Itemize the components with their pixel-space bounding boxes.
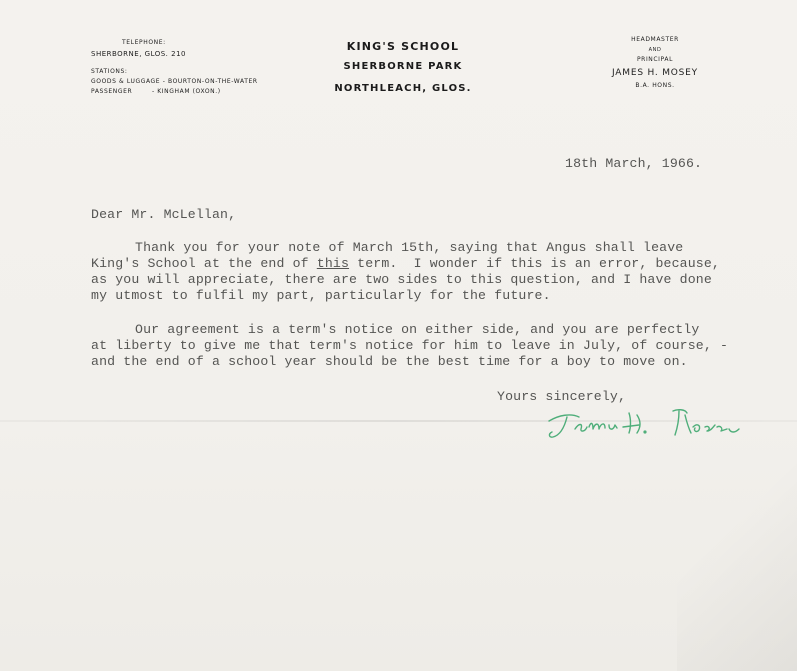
principal-label: PRINCIPAL — [636, 56, 674, 63]
school-address-line-2: NORTHLEACH, GLOS. — [334, 83, 472, 94]
goods-station-line: GOODS & LUGGAGE - BOURTON-ON-THE-WATER — [91, 78, 258, 85]
school-address-line-1: SHERBORNE PARK — [343, 61, 463, 72]
paragraph-1-line-3: as you will appreciate, there are two sides to this question, and I have done — [91, 272, 712, 287]
paragraph-1-line-1: Thank you for your note of March 15th, saying that Angus shall leave — [135, 240, 684, 255]
paragraph-1-line-4: my utmost to fulfil my part, particularly for the future. — [91, 288, 551, 303]
paragraph-1-line-2-start: King's School at the end of — [91, 256, 317, 271]
passenger-station: - KINGHAM (OXON.) — [152, 88, 221, 95]
closing: Yours sincerely, — [497, 389, 627, 404]
headmaster-label: HEADMASTER — [631, 36, 679, 43]
paragraph-2-line-3: and the end of a school year should be the best time for a boy to move on. — [91, 354, 688, 369]
paragraph-2-line-1: Our agreement is a term's notice on either side, and you are perfectly — [135, 322, 700, 337]
school-name: KING'S SCHOOL — [346, 40, 460, 53]
headmaster-degree: B.A. HONS. — [635, 82, 675, 89]
paragraph-1-line-2-end: term. I wonder if this is an error, because, — [349, 256, 720, 271]
passenger-label: PASSENGER — [91, 88, 133, 95]
telephone-label: TELEPHONE: — [122, 39, 166, 46]
and-label: AND — [648, 47, 662, 53]
stations-label: STATIONS: — [91, 68, 128, 75]
handwritten-signature — [545, 395, 755, 445]
underlined-word-this: this — [316, 256, 350, 271]
headmaster-name: JAMES H. MOSEY — [612, 68, 698, 78]
telephone-number: SHERBORNE, GLOS. 210 — [91, 50, 186, 58]
paper-crease-shadow — [677, 430, 797, 671]
salutation: Dear Mr. McLellan, — [91, 207, 237, 222]
letter-date: 18th March, 1966. — [565, 156, 703, 171]
paragraph-1-line-2 — [91, 256, 720, 271]
paragraph-2-line-2: at liberty to give me that term's notice for him to leave in July, of course, - — [91, 338, 729, 353]
